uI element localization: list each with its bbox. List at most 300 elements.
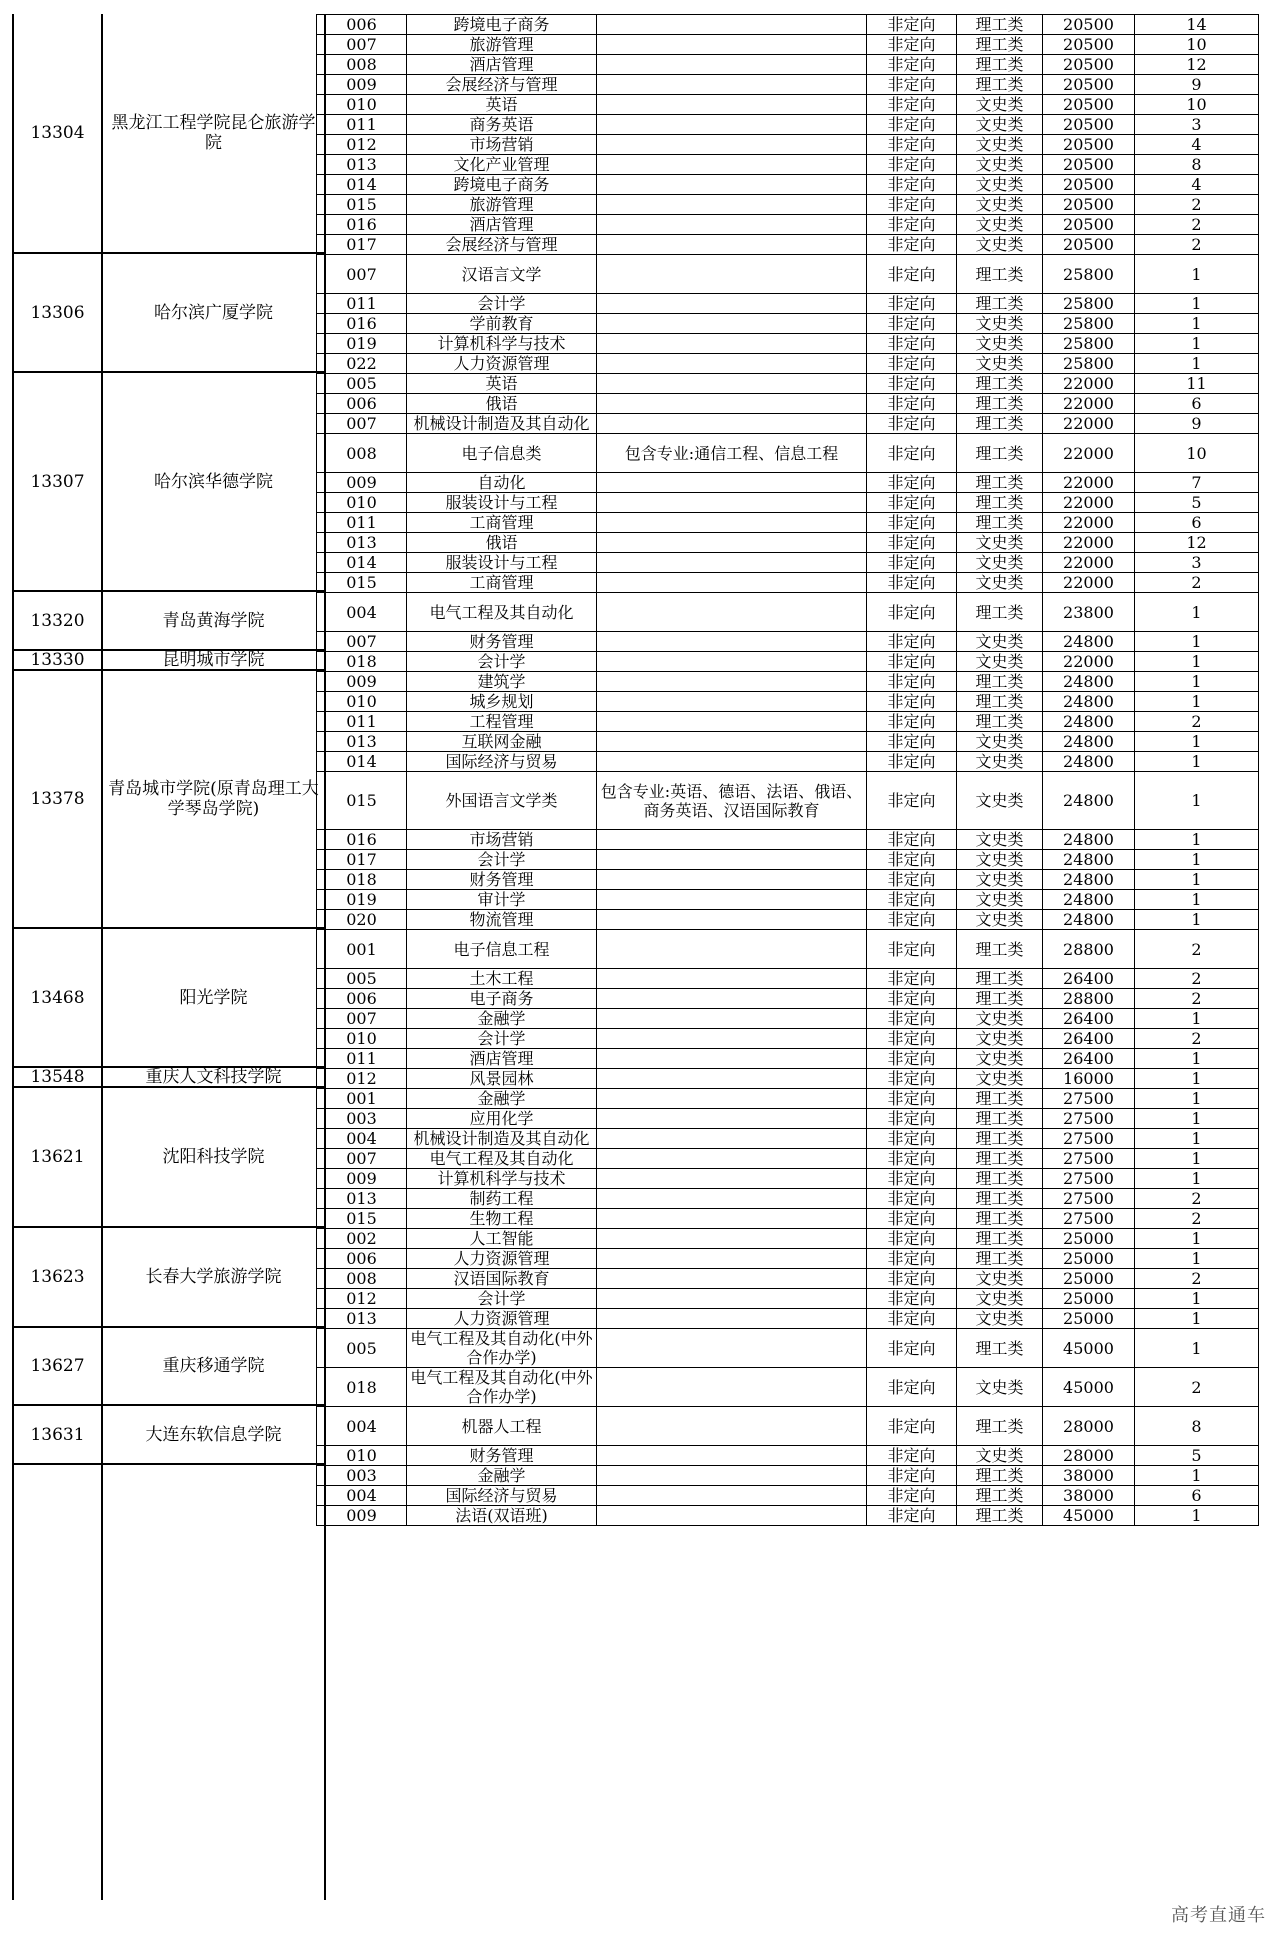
plan-type: 非定向 bbox=[867, 850, 957, 870]
table-row bbox=[317, 910, 1259, 930]
quota: 4 bbox=[1135, 135, 1259, 155]
subject-type: 理工类 bbox=[957, 672, 1043, 692]
major-note bbox=[597, 294, 867, 314]
table-row bbox=[317, 1009, 1259, 1029]
quota: 1 bbox=[1135, 354, 1259, 374]
quota: 2 bbox=[1135, 989, 1259, 1009]
subject-type: 文史类 bbox=[957, 573, 1043, 593]
plan-type: 非定向 bbox=[867, 175, 957, 195]
tuition: 27500 bbox=[1043, 1169, 1135, 1189]
tuition: 22000 bbox=[1043, 553, 1135, 573]
subject-type: 理工类 bbox=[957, 1189, 1043, 1209]
major-note bbox=[597, 394, 867, 414]
school-code: 13306 bbox=[14, 254, 101, 373]
table-row bbox=[317, 850, 1259, 870]
plan-type: 非定向 bbox=[867, 394, 957, 414]
major-rows-grid bbox=[316, 14, 1259, 1526]
major-code: 007 bbox=[317, 1009, 407, 1029]
quota: 10 bbox=[1135, 95, 1259, 115]
subject-type: 理工类 bbox=[957, 473, 1043, 493]
tuition: 28000 bbox=[1043, 1407, 1135, 1446]
subject-type: 文史类 bbox=[957, 752, 1043, 772]
subject-type: 理工类 bbox=[957, 1486, 1043, 1506]
major-code: 011 bbox=[317, 1049, 407, 1069]
table-row bbox=[317, 1149, 1259, 1169]
major-note bbox=[597, 593, 867, 632]
quota: 2 bbox=[1135, 712, 1259, 732]
major-name: 财务管理 bbox=[407, 870, 597, 890]
tuition: 24800 bbox=[1043, 870, 1135, 890]
major-name: 会计学 bbox=[407, 850, 597, 870]
major-note bbox=[597, 732, 867, 752]
plan-type: 非定向 bbox=[867, 235, 957, 255]
major-note bbox=[597, 1446, 867, 1466]
major-note bbox=[597, 1466, 867, 1486]
subject-type: 文史类 bbox=[957, 1009, 1043, 1029]
tuition: 26400 bbox=[1043, 969, 1135, 989]
subject-type: 文史类 bbox=[957, 1368, 1043, 1407]
major-note: 包含专业:英语、德语、法语、俄语、商务英语、汉语国际教育 bbox=[597, 772, 867, 830]
major-note bbox=[597, 513, 867, 533]
school-code: 13304 bbox=[14, 14, 101, 254]
subject-type: 理工类 bbox=[957, 294, 1043, 314]
major-note bbox=[597, 1368, 867, 1407]
plan-type: 非定向 bbox=[867, 553, 957, 573]
major-note bbox=[597, 235, 867, 255]
tuition: 22000 bbox=[1043, 652, 1135, 672]
major-name: 机器人工程 bbox=[407, 1407, 597, 1446]
table-row bbox=[317, 215, 1259, 235]
plan-type: 非定向 bbox=[867, 255, 957, 294]
subject-type: 理工类 bbox=[957, 1407, 1043, 1446]
quota: 2 bbox=[1135, 1029, 1259, 1049]
major-name: 服装设计与工程 bbox=[407, 493, 597, 513]
table-row bbox=[317, 1329, 1259, 1368]
major-name: 风景园林 bbox=[407, 1069, 597, 1089]
table-row bbox=[317, 830, 1259, 850]
subject-type: 文史类 bbox=[957, 115, 1043, 135]
plan-type: 非定向 bbox=[867, 294, 957, 314]
major-note bbox=[597, 1089, 867, 1109]
plan-type: 非定向 bbox=[867, 414, 957, 434]
tuition: 28000 bbox=[1043, 1446, 1135, 1466]
major-code: 009 bbox=[317, 1506, 407, 1526]
school-column-area bbox=[12, 14, 326, 1900]
table-row bbox=[317, 890, 1259, 910]
tuition: 20500 bbox=[1043, 155, 1135, 175]
quota: 3 bbox=[1135, 115, 1259, 135]
major-code: 012 bbox=[317, 1289, 407, 1309]
plan-type: 非定向 bbox=[867, 1368, 957, 1407]
school-code: 13548 bbox=[14, 1068, 101, 1088]
major-name: 市场营销 bbox=[407, 135, 597, 155]
major-name: 外国语言文学类 bbox=[407, 772, 597, 830]
tuition: 20500 bbox=[1043, 95, 1135, 115]
major-code: 008 bbox=[317, 434, 407, 473]
tuition: 20500 bbox=[1043, 195, 1135, 215]
plan-type: 非定向 bbox=[867, 1506, 957, 1526]
major-code: 013 bbox=[317, 732, 407, 752]
major-code: 013 bbox=[317, 1189, 407, 1209]
table-row bbox=[317, 752, 1259, 772]
table-row bbox=[317, 573, 1259, 593]
major-name: 金融学 bbox=[407, 1089, 597, 1109]
major-name: 市场营销 bbox=[407, 830, 597, 850]
major-note bbox=[597, 1486, 867, 1506]
major-name: 会展经济与管理 bbox=[407, 235, 597, 255]
table-row bbox=[317, 314, 1259, 334]
table-row bbox=[317, 553, 1259, 573]
major-note: 包含专业:通信工程、信息工程 bbox=[597, 434, 867, 473]
tuition: 38000 bbox=[1043, 1486, 1135, 1506]
school-name-column bbox=[103, 14, 324, 1900]
subject-type: 文史类 bbox=[957, 1289, 1043, 1309]
major-name: 会展经济与管理 bbox=[407, 75, 597, 95]
major-note bbox=[597, 115, 867, 135]
major-code: 018 bbox=[317, 870, 407, 890]
major-name: 互联网金融 bbox=[407, 732, 597, 752]
major-code: 014 bbox=[317, 175, 407, 195]
major-note bbox=[597, 354, 867, 374]
major-note bbox=[597, 334, 867, 354]
major-name: 国际经济与贸易 bbox=[407, 1486, 597, 1506]
quota: 2 bbox=[1135, 1368, 1259, 1407]
tuition: 22000 bbox=[1043, 473, 1135, 493]
tuition: 20500 bbox=[1043, 15, 1135, 35]
quota: 6 bbox=[1135, 513, 1259, 533]
plan-type: 非定向 bbox=[867, 374, 957, 394]
quota: 1 bbox=[1135, 772, 1259, 830]
tuition: 24800 bbox=[1043, 850, 1135, 870]
major-name: 工商管理 bbox=[407, 573, 597, 593]
plan-type: 非定向 bbox=[867, 712, 957, 732]
major-code: 017 bbox=[317, 850, 407, 870]
quota: 12 bbox=[1135, 55, 1259, 75]
plan-type: 非定向 bbox=[867, 434, 957, 473]
tuition: 25000 bbox=[1043, 1289, 1135, 1309]
subject-type: 理工类 bbox=[957, 1209, 1043, 1229]
subject-type: 文史类 bbox=[957, 314, 1043, 334]
subject-type: 文史类 bbox=[957, 1069, 1043, 1089]
major-code: 019 bbox=[317, 890, 407, 910]
subject-type: 理工类 bbox=[957, 1466, 1043, 1486]
tuition: 16000 bbox=[1043, 1069, 1135, 1089]
tuition: 24800 bbox=[1043, 772, 1135, 830]
school-code: 13468 bbox=[14, 929, 101, 1068]
major-note bbox=[597, 712, 867, 732]
quota: 2 bbox=[1135, 969, 1259, 989]
major-code: 011 bbox=[317, 712, 407, 732]
subject-type: 理工类 bbox=[957, 1249, 1043, 1269]
table-row bbox=[317, 1466, 1259, 1486]
major-name: 物流管理 bbox=[407, 910, 597, 930]
plan-type: 非定向 bbox=[867, 1407, 957, 1446]
quota: 7 bbox=[1135, 473, 1259, 493]
quota: 1 bbox=[1135, 1089, 1259, 1109]
plan-type: 非定向 bbox=[867, 1069, 957, 1089]
tuition: 27500 bbox=[1043, 1189, 1135, 1209]
quota: 1 bbox=[1135, 830, 1259, 850]
table-row bbox=[317, 1446, 1259, 1466]
subject-type: 文史类 bbox=[957, 155, 1043, 175]
table-row bbox=[317, 1269, 1259, 1289]
subject-type: 文史类 bbox=[957, 1049, 1043, 1069]
subject-type: 文史类 bbox=[957, 772, 1043, 830]
major-code: 015 bbox=[317, 772, 407, 830]
table-row bbox=[317, 712, 1259, 732]
school-name: 大连东软信息学院 bbox=[103, 1406, 324, 1465]
subject-type: 文史类 bbox=[957, 1269, 1043, 1289]
subject-type: 文史类 bbox=[957, 175, 1043, 195]
quota: 5 bbox=[1135, 1446, 1259, 1466]
tuition: 22000 bbox=[1043, 414, 1135, 434]
major-note bbox=[597, 1049, 867, 1069]
plan-type: 非定向 bbox=[867, 1049, 957, 1069]
quota: 3 bbox=[1135, 553, 1259, 573]
subject-type: 理工类 bbox=[957, 414, 1043, 434]
major-code: 001 bbox=[317, 1089, 407, 1109]
major-note bbox=[597, 1329, 867, 1368]
table-row bbox=[317, 533, 1259, 553]
tuition: 22000 bbox=[1043, 434, 1135, 473]
major-code: 010 bbox=[317, 95, 407, 115]
plan-type: 非定向 bbox=[867, 1446, 957, 1466]
major-code: 011 bbox=[317, 513, 407, 533]
table-row bbox=[317, 75, 1259, 95]
school-code: 13627 bbox=[14, 1328, 101, 1406]
tuition: 24800 bbox=[1043, 732, 1135, 752]
major-code: 003 bbox=[317, 1109, 407, 1129]
table-row bbox=[317, 1368, 1259, 1407]
major-name: 财务管理 bbox=[407, 1446, 597, 1466]
tuition: 28800 bbox=[1043, 989, 1135, 1009]
plan-type: 非定向 bbox=[867, 890, 957, 910]
major-code: 013 bbox=[317, 533, 407, 553]
table-row bbox=[317, 870, 1259, 890]
major-note bbox=[597, 473, 867, 493]
plan-type: 非定向 bbox=[867, 1229, 957, 1249]
subject-type: 文史类 bbox=[957, 910, 1043, 930]
plan-type: 非定向 bbox=[867, 772, 957, 830]
quota: 1 bbox=[1135, 255, 1259, 294]
major-code: 010 bbox=[317, 1029, 407, 1049]
major-name: 会计学 bbox=[407, 652, 597, 672]
major-code: 016 bbox=[317, 830, 407, 850]
subject-type: 理工类 bbox=[957, 35, 1043, 55]
quota: 8 bbox=[1135, 155, 1259, 175]
major-code: 015 bbox=[317, 1209, 407, 1229]
plan-type: 非定向 bbox=[867, 1309, 957, 1329]
major-note bbox=[597, 573, 867, 593]
major-name: 电子信息工程 bbox=[407, 930, 597, 969]
major-name: 建筑学 bbox=[407, 672, 597, 692]
major-note bbox=[597, 989, 867, 1009]
tuition: 25000 bbox=[1043, 1269, 1135, 1289]
quota: 1 bbox=[1135, 1169, 1259, 1189]
major-name: 跨境电子商务 bbox=[407, 175, 597, 195]
major-note bbox=[597, 533, 867, 553]
subject-type: 理工类 bbox=[957, 593, 1043, 632]
table-row bbox=[317, 1289, 1259, 1309]
major-code: 012 bbox=[317, 135, 407, 155]
major-name: 金融学 bbox=[407, 1009, 597, 1029]
subject-type: 文史类 bbox=[957, 1029, 1043, 1049]
major-note bbox=[597, 1149, 867, 1169]
table-row bbox=[317, 969, 1259, 989]
table-row bbox=[317, 15, 1259, 35]
major-name: 自动化 bbox=[407, 473, 597, 493]
quota: 1 bbox=[1135, 752, 1259, 772]
tuition: 20500 bbox=[1043, 175, 1135, 195]
major-name: 服装设计与工程 bbox=[407, 553, 597, 573]
major-name: 工程管理 bbox=[407, 712, 597, 732]
subject-type: 理工类 bbox=[957, 255, 1043, 294]
quota: 2 bbox=[1135, 930, 1259, 969]
major-name: 电气工程及其自动化(中外合作办学) bbox=[407, 1329, 597, 1368]
subject-type: 理工类 bbox=[957, 55, 1043, 75]
major-name: 会计学 bbox=[407, 294, 597, 314]
quota: 6 bbox=[1135, 394, 1259, 414]
major-name: 商务英语 bbox=[407, 115, 597, 135]
table-row bbox=[317, 1129, 1259, 1149]
major-name: 文化产业管理 bbox=[407, 155, 597, 175]
major-code: 010 bbox=[317, 1446, 407, 1466]
major-code: 004 bbox=[317, 593, 407, 632]
plan-type: 非定向 bbox=[867, 1189, 957, 1209]
quota: 10 bbox=[1135, 35, 1259, 55]
major-note bbox=[597, 890, 867, 910]
subject-type: 文史类 bbox=[957, 890, 1043, 910]
major-note bbox=[597, 553, 867, 573]
major-name: 制药工程 bbox=[407, 1189, 597, 1209]
major-note bbox=[597, 75, 867, 95]
plan-type: 非定向 bbox=[867, 95, 957, 115]
tuition: 20500 bbox=[1043, 135, 1135, 155]
table-row bbox=[317, 1109, 1259, 1129]
major-note bbox=[597, 1407, 867, 1446]
subject-type: 理工类 bbox=[957, 1089, 1043, 1109]
table-row bbox=[317, 55, 1259, 75]
major-note bbox=[597, 1189, 867, 1209]
major-code: 018 bbox=[317, 652, 407, 672]
major-note bbox=[597, 850, 867, 870]
major-note bbox=[597, 314, 867, 334]
major-code: 019 bbox=[317, 334, 407, 354]
subject-type: 文史类 bbox=[957, 632, 1043, 652]
subject-type: 理工类 bbox=[957, 989, 1043, 1009]
table-row bbox=[317, 1506, 1259, 1526]
tuition: 20500 bbox=[1043, 115, 1135, 135]
tuition: 26400 bbox=[1043, 1009, 1135, 1029]
subject-type: 理工类 bbox=[957, 1129, 1043, 1149]
table-row bbox=[317, 1029, 1259, 1049]
major-code: 008 bbox=[317, 1269, 407, 1289]
table-row bbox=[317, 652, 1259, 672]
subject-type: 理工类 bbox=[957, 15, 1043, 35]
tuition: 45000 bbox=[1043, 1329, 1135, 1368]
subject-type: 文史类 bbox=[957, 652, 1043, 672]
subject-type: 理工类 bbox=[957, 1329, 1043, 1368]
quota: 1 bbox=[1135, 1069, 1259, 1089]
major-name: 电气工程及其自动化 bbox=[407, 593, 597, 632]
plan-type: 非定向 bbox=[867, 195, 957, 215]
plan-type: 非定向 bbox=[867, 334, 957, 354]
school-code: 13330 bbox=[14, 651, 101, 671]
plan-type: 非定向 bbox=[867, 1209, 957, 1229]
tuition: 20500 bbox=[1043, 55, 1135, 75]
table-row bbox=[317, 354, 1259, 374]
subject-type: 文史类 bbox=[957, 135, 1043, 155]
subject-type: 理工类 bbox=[957, 513, 1043, 533]
major-code: 006 bbox=[317, 394, 407, 414]
plan-type: 非定向 bbox=[867, 732, 957, 752]
table-row bbox=[317, 414, 1259, 434]
plan-type: 非定向 bbox=[867, 969, 957, 989]
subject-type: 理工类 bbox=[957, 1149, 1043, 1169]
subject-type: 文史类 bbox=[957, 830, 1043, 850]
tuition: 20500 bbox=[1043, 215, 1135, 235]
tuition: 25000 bbox=[1043, 1249, 1135, 1269]
plan-type: 非定向 bbox=[867, 1466, 957, 1486]
major-code: 001 bbox=[317, 930, 407, 969]
quota: 1 bbox=[1135, 652, 1259, 672]
quota: 5 bbox=[1135, 493, 1259, 513]
plan-type: 非定向 bbox=[867, 1269, 957, 1289]
subject-type: 理工类 bbox=[957, 493, 1043, 513]
plan-type: 非定向 bbox=[867, 473, 957, 493]
table-row bbox=[317, 434, 1259, 473]
major-code: 022 bbox=[317, 354, 407, 374]
plan-type: 非定向 bbox=[867, 155, 957, 175]
major-name: 审计学 bbox=[407, 890, 597, 910]
major-name: 会计学 bbox=[407, 1029, 597, 1049]
major-code: 009 bbox=[317, 1169, 407, 1189]
major-note bbox=[597, 1029, 867, 1049]
plan-type: 非定向 bbox=[867, 632, 957, 652]
major-note bbox=[597, 692, 867, 712]
subject-type: 理工类 bbox=[957, 434, 1043, 473]
subject-type: 文史类 bbox=[957, 850, 1043, 870]
table-row bbox=[317, 374, 1259, 394]
major-name: 酒店管理 bbox=[407, 1049, 597, 1069]
tuition: 20500 bbox=[1043, 235, 1135, 255]
major-name: 计算机科学与技术 bbox=[407, 1169, 597, 1189]
table-row bbox=[317, 394, 1259, 414]
major-code: 007 bbox=[317, 1149, 407, 1169]
major-code: 006 bbox=[317, 1249, 407, 1269]
major-name: 人工智能 bbox=[407, 1229, 597, 1249]
major-note bbox=[597, 1289, 867, 1309]
major-name: 工商管理 bbox=[407, 513, 597, 533]
major-name: 会计学 bbox=[407, 1289, 597, 1309]
major-name: 旅游管理 bbox=[407, 35, 597, 55]
table-row bbox=[317, 175, 1259, 195]
major-code: 016 bbox=[317, 314, 407, 334]
quota: 2 bbox=[1135, 1269, 1259, 1289]
plan-type: 非定向 bbox=[867, 493, 957, 513]
school-code: 13623 bbox=[14, 1228, 101, 1328]
quota: 2 bbox=[1135, 215, 1259, 235]
major-note bbox=[597, 15, 867, 35]
quota: 1 bbox=[1135, 632, 1259, 652]
tuition: 24800 bbox=[1043, 830, 1135, 850]
plan-type: 非定向 bbox=[867, 513, 957, 533]
school-code-column bbox=[14, 14, 101, 1900]
major-name: 英语 bbox=[407, 95, 597, 115]
major-note bbox=[597, 870, 867, 890]
major-note bbox=[597, 155, 867, 175]
tuition: 25800 bbox=[1043, 334, 1135, 354]
